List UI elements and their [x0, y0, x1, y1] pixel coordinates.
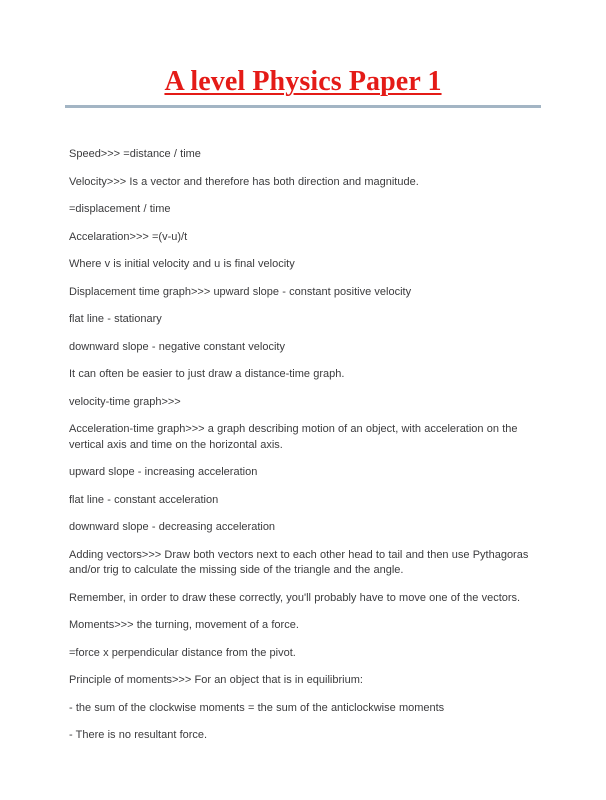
paragraph: =force x perpendicular distance from the pivot.: [69, 646, 296, 659]
paragraph: flat line - constant acceleration: [69, 493, 219, 506]
paragraph: Where v is initial velocity and u is final velocity: [69, 258, 295, 270]
title-divider: [65, 105, 541, 108]
paragraph: Adding vectors>>> Draw both vectors next to each other head to tail and then use Pythagoras and/or trig to calculate the missing side of the triangle and the angle.: [69, 548, 529, 576]
paragraph: Remember, in order to draw these correctly, you'll probably have to move one of the vectors.: [69, 591, 521, 604]
paragraph: It can often be easier to just draw a distance-time graph.: [69, 368, 345, 380]
paragraph: Speed>>> =distance / time: [69, 148, 201, 160]
paragraph: Accelaration>>> =(v-u)/t: [69, 230, 188, 243]
paragraph: =displacement / time: [69, 203, 171, 215]
paragraph: upward slope - increasing acceleration: [69, 466, 258, 478]
paragraph: Principle of moments>>> For an object that is in equilibrium:: [69, 674, 363, 686]
paragraph: Displacement time graph>>> upward slope - constant positive velocity: [69, 285, 412, 298]
paragraph: downward slope - negative constant velocity: [69, 340, 285, 353]
page-title: A level Physics Paper 1: [164, 66, 442, 97]
paragraph: velocity-time graph>>>: [69, 395, 181, 408]
paragraph: - the sum of the clockwise moments = the sum of the anticlockwise moments: [69, 701, 445, 714]
paragraph: Moments>>> the turning, movement of a force.: [69, 619, 299, 631]
paragraph: - There is no resultant force.: [69, 729, 208, 741]
paragraph: downward slope - decreasing acceleration: [69, 521, 276, 533]
paragraph: flat line - stationary: [69, 313, 162, 325]
title-block: [0, 66, 606, 97]
paragraph: Acceleration-time graph>>> a graph describing motion of an object, with acceleration on the vertical axis and time on the horizontal axis.: [69, 423, 518, 451]
paragraph: Velocity>>> Is a vector and therefore has both direction and magnitude.: [69, 175, 419, 188]
document-body: [69, 147, 539, 744]
